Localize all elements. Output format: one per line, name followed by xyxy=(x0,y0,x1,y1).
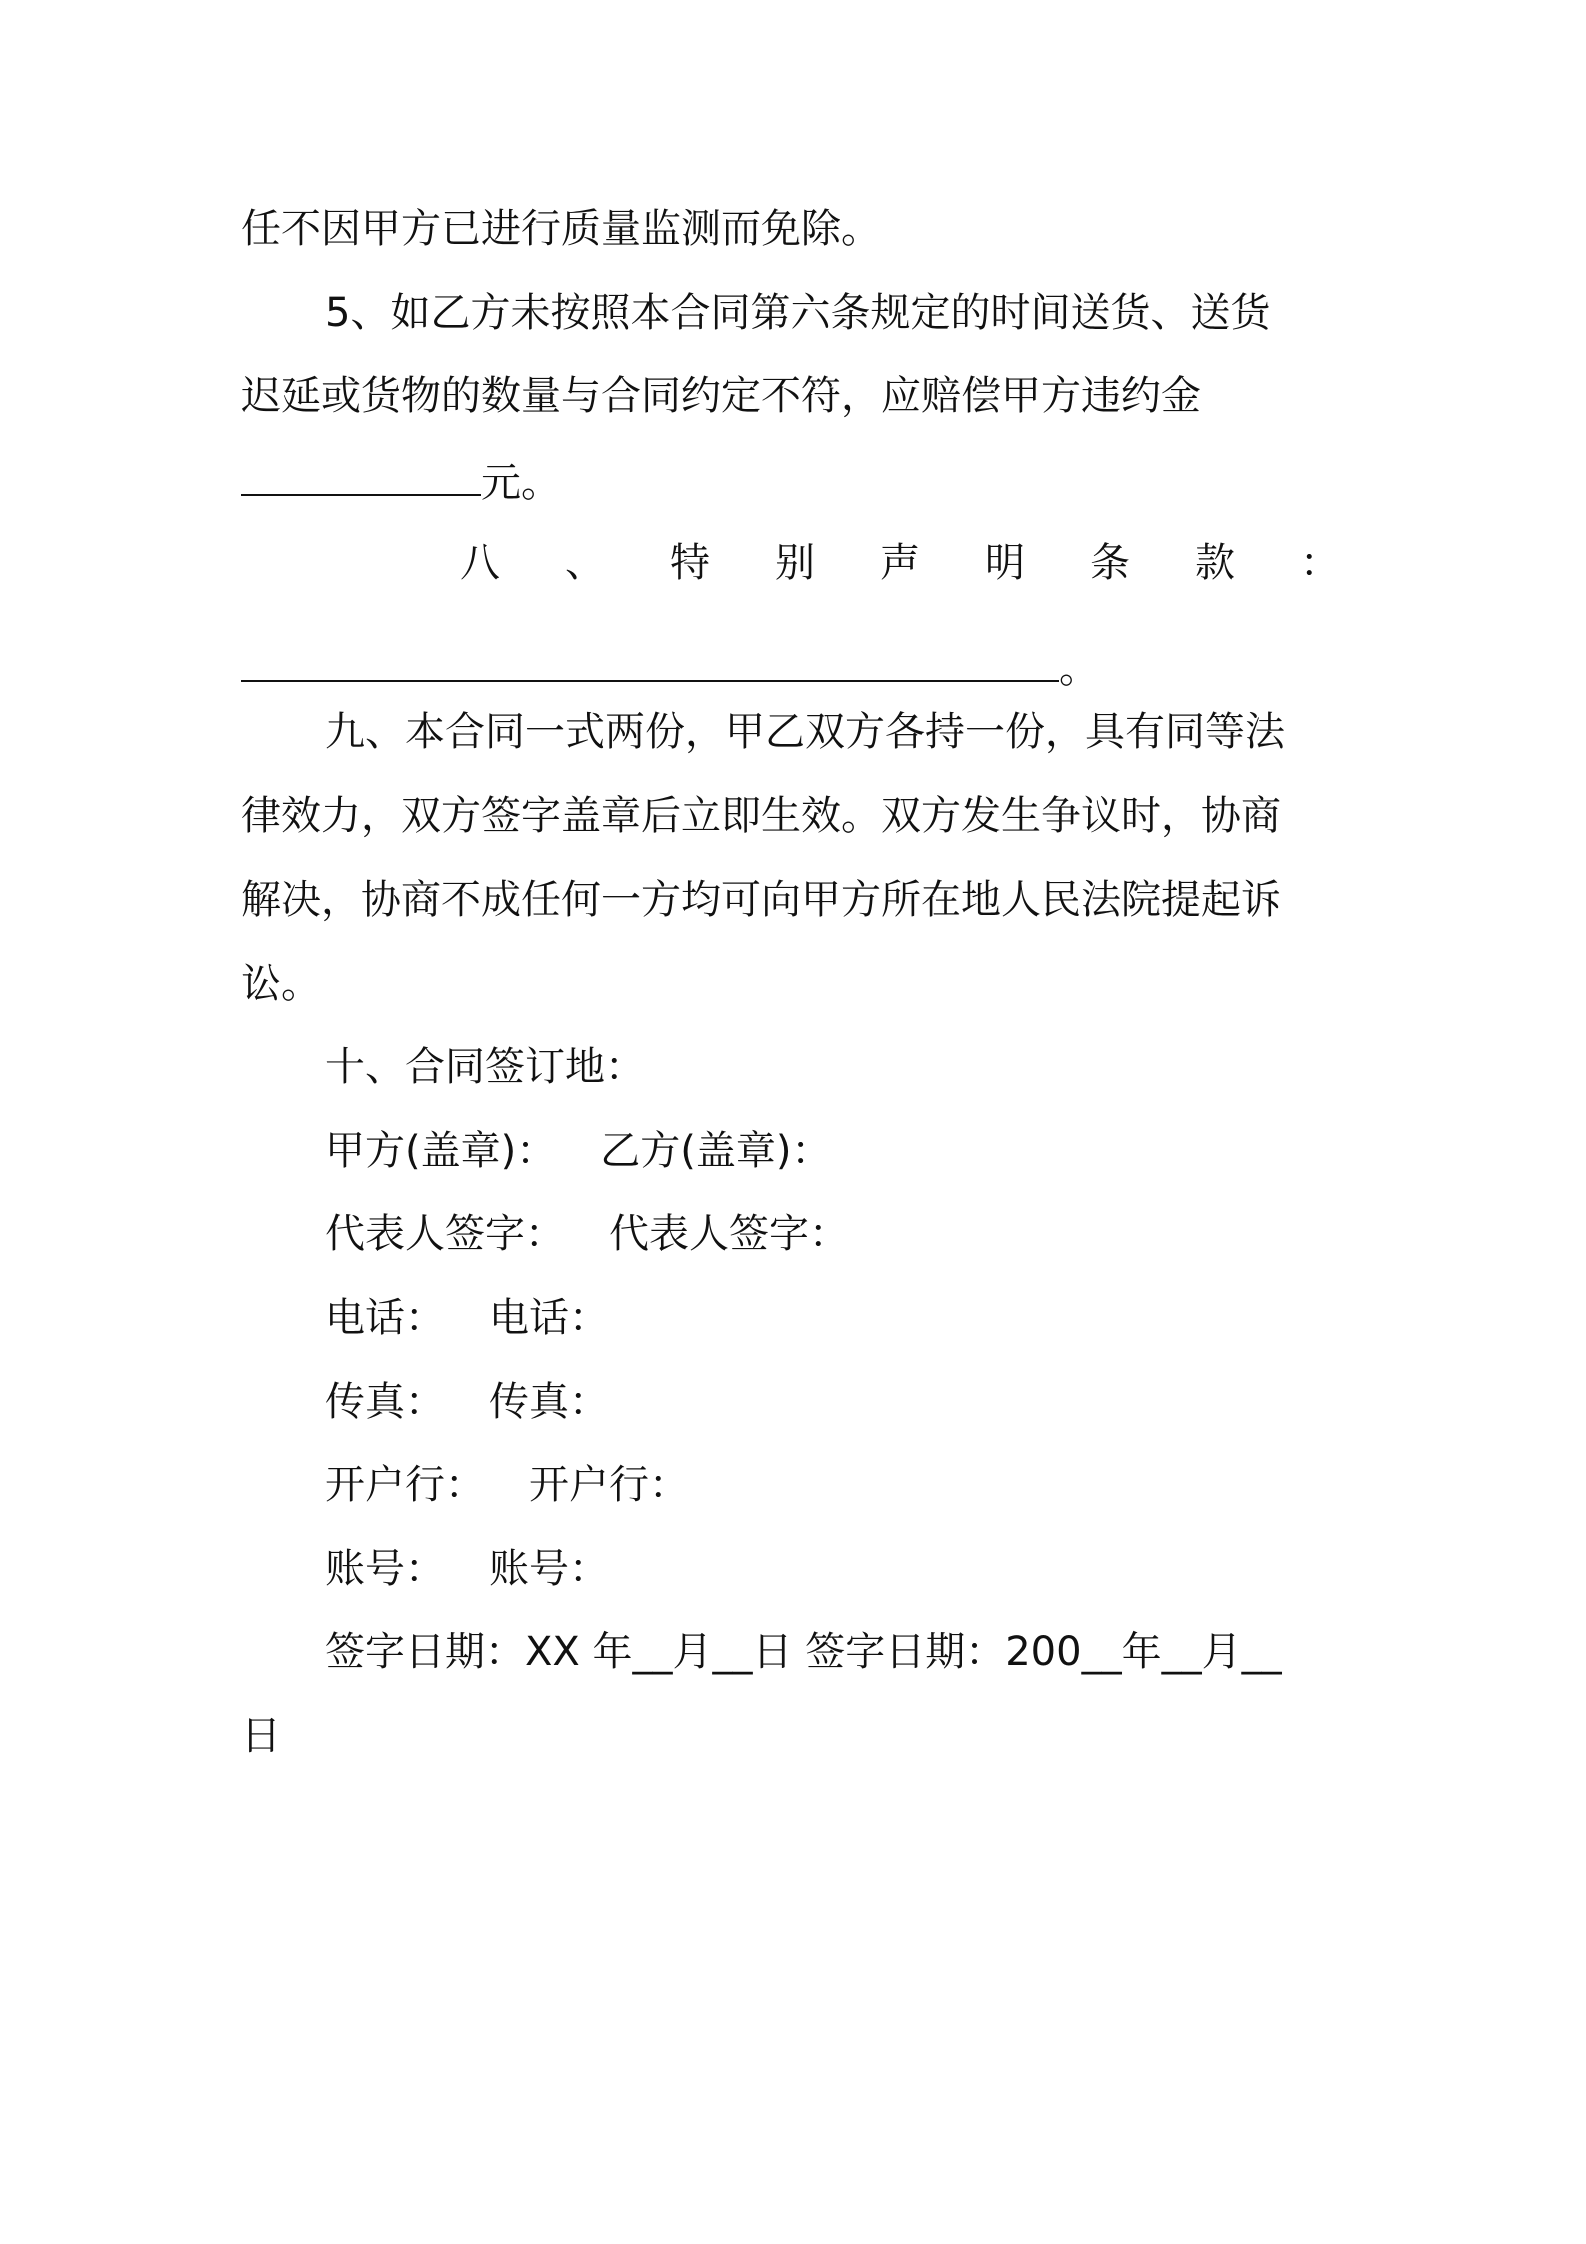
phone-row xyxy=(325,1292,609,1344)
party-b-account: 账号： xyxy=(489,1546,609,1592)
clause-9-line-2: 律效力，双方签字盖章后立即生效。双方发生争议时，协商 xyxy=(241,793,1281,839)
party-b-fax: 传真： xyxy=(489,1379,609,1425)
seal-row xyxy=(325,1125,831,1177)
penalty-unit: 元。 xyxy=(481,460,561,506)
clause-8-heading xyxy=(460,537,1340,589)
party-a-phone: 电话： xyxy=(325,1295,445,1341)
clause-8-char: 、 xyxy=(565,540,605,586)
account-row xyxy=(325,1543,609,1595)
clause-8-char: 条 xyxy=(1090,540,1130,586)
clause-5-line-1: 5、如乙方未按照本合同第六条规定的时间送货、送货 xyxy=(325,290,1271,336)
party-a-seal: 甲方(盖章)： xyxy=(325,1128,557,1174)
party-b-seal: 乙方(盖章)： xyxy=(600,1128,832,1174)
party-b-phone: 电话： xyxy=(489,1295,609,1341)
clause-8-blank-line xyxy=(241,640,1099,692)
clause-5-line-3 xyxy=(241,454,561,506)
clause-10: 十、合同签订地： xyxy=(325,1044,645,1090)
special-terms-blank xyxy=(241,640,1059,682)
clause-8-char: 别 xyxy=(775,540,815,586)
signing-date-tail: 日 xyxy=(241,1713,281,1759)
party-a-bank: 开户行： xyxy=(325,1462,485,1508)
party-a-account: 账号： xyxy=(325,1546,445,1592)
clause-5-line-2: 迟延或货物的数量与合同约定不符，应赔偿甲方违约金 xyxy=(241,373,1201,419)
clause-continuation: 任不因甲方已进行质量监测而免除。 xyxy=(241,206,881,252)
clause-9-line-1: 九、本合同一式两份，甲乙双方各持一份，具有同等法 xyxy=(325,709,1285,755)
party-a-fax: 传真： xyxy=(325,1379,445,1425)
party-b-bank: 开户行： xyxy=(529,1462,689,1508)
penalty-amount-blank xyxy=(241,454,481,496)
clause-8-char: 明 xyxy=(985,540,1025,586)
party-a-representative: 代表人签字： xyxy=(325,1211,565,1257)
representative-row xyxy=(325,1208,849,1260)
clause-8-char: ： xyxy=(1300,540,1340,586)
clause-8-end: 。 xyxy=(1059,646,1099,692)
clause-9-line-4: 讼。 xyxy=(241,961,321,1007)
clause-8-char: 特 xyxy=(670,540,710,586)
clause-8-char: 声 xyxy=(880,540,920,586)
clause-8-char: 款 xyxy=(1195,540,1235,586)
party-b-representative: 代表人签字： xyxy=(609,1211,849,1257)
clause-9-line-3: 解决，协商不成任何一方均可向甲方所在地人民法院提起诉 xyxy=(241,877,1281,923)
clause-8-char: 八 xyxy=(460,540,500,586)
bank-row xyxy=(325,1459,689,1511)
fax-row xyxy=(325,1376,609,1428)
signing-date-row: 签字日期：XX 年__月__日 签字日期：200__年__月__ xyxy=(325,1629,1282,1675)
